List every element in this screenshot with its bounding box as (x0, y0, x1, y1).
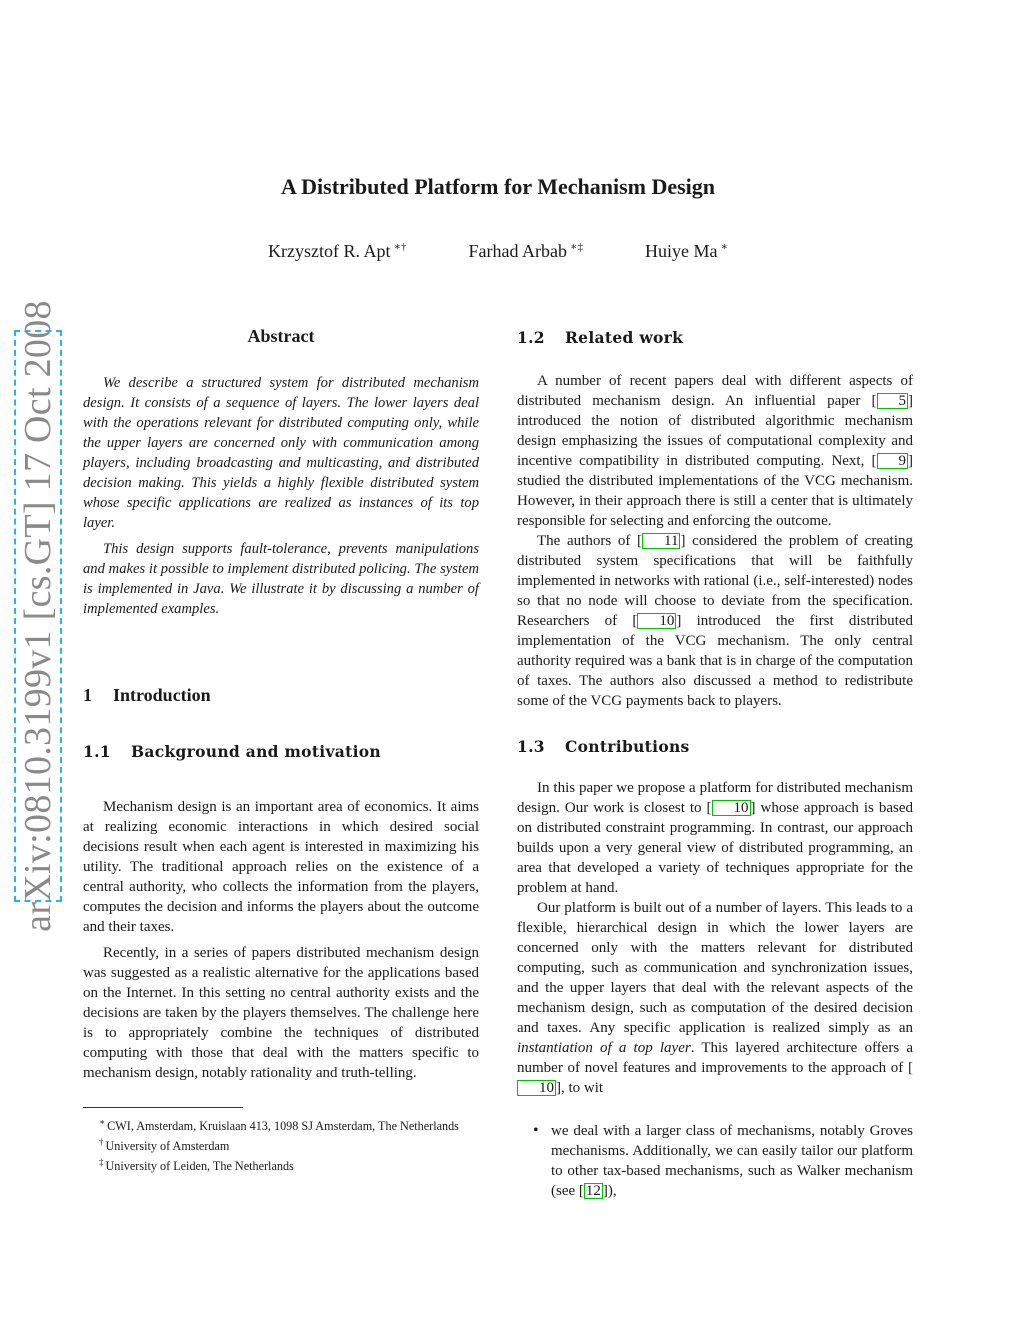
subsection-heading-contributions: 1.3 Contributions (517, 737, 690, 756)
citation-link[interactable]: 9 (877, 453, 909, 469)
citation-link[interactable]: 5 (877, 393, 909, 409)
abstract-paragraph: This design supports fault-tolerance, prevents manipulations and makes it possible to implement distributed policing. The system is implemented in Java. We illustrate it by discussing a number of implemented examples. (83, 541, 479, 617)
related-work-body (517, 371, 913, 711)
author: Farhad Arbab ∗‡ (468, 241, 583, 261)
author-list (0, 240, 996, 262)
body-paragraph: Recently, in a series of papers distributed mechanism design was suggested as a realistic alternative for the applications based on the Internet. In this setting no central authority exists and the decisions are taken by the players themselves. The challenge here is to appropriately combine the techniques of distributed computing with those that deal with the matters specific to mechanism design, notably rationality and truth-telling. (83, 945, 479, 1081)
contributions-body (517, 778, 913, 1098)
author: Huiye Ma ∗ (644, 241, 728, 261)
arxiv-identifier-stamp (14, 300, 62, 932)
citation-link[interactable]: 10 (637, 613, 676, 629)
footnote-divider (83, 1107, 243, 1108)
emphasis: instantiation of a top layer (517, 1040, 691, 1056)
paper-title: A Distributed Platform for Mechanism Design (280, 174, 716, 199)
abstract-body (83, 373, 479, 619)
author: Krzysztof R. Apt ∗† (268, 241, 407, 261)
footnote: ∗ CWI, Amsterdam, Kruislaan 413, 1098 SJ Amsterdam, The Netherlands (99, 1117, 459, 1133)
section-heading-introduction: 1 Introduction (83, 685, 211, 705)
citation-link[interactable]: 10 (712, 800, 751, 816)
author-affiliation-marks: ∗† (393, 241, 407, 253)
right-column (517, 324, 913, 1201)
author-affiliation-marks: ∗‡ (570, 241, 583, 253)
body-paragraph: A number of recent papers deal with different aspects of distributed mechanism design. An influential paper [ 5 ] introduced the notion of distributed algorithmic mechanism design emphasizing the issues of computational complexity and incentive compatibility in distributed computing. Next, [ 9 ] studied the distributed implementations of the VCG mechanism. However, in their approach there is still a center that is ultimately responsible for selecting and enforcing the outcome. (517, 373, 913, 529)
left-column (83, 324, 479, 1174)
subsection-heading-background: 1.1 Background and motivation (83, 742, 381, 761)
list-item: • we deal with a larger class of mechanisms, notably Groves mechanisms. Additionally, we can easily tailor our platform to other tax-based mechanisms, such as Walker mechanism (see [ 12 ]), (517, 1121, 913, 1201)
footnote: ‡ University of Leiden, The Netherlands (99, 1157, 294, 1173)
body-paragraph: Mechanism design is an important area of economics. It aims at realizing economic interactions in which desired social decisions result when each agent is interested in maximizing his utility. The traditional approach relies on the existence of a central authority, who collects the information from the players, computes the decision and informs the players about the outcome and their taxes. (83, 799, 479, 935)
citation-link[interactable]: 12 (585, 1183, 601, 1199)
abstract-heading: Abstract (247, 326, 315, 346)
footnotes (83, 1114, 479, 1174)
author-affiliation-marks: ∗ (720, 241, 728, 253)
subsection-heading-related-work: 1.2 Related work (517, 328, 684, 347)
body-paragraph: Our platform is built out of a number of layers. This leads to a flexible, hierarchical design in which the lower layers are concerned only with the matters relevant for distributed computing, such as communication and synchronization issues, and the upper layers that deal with the relevant aspects of the mechanism design, such as computation of the desired decision and taxes. Any specific application is realized simply as an instantiation of a top layer. This layered architecture offers a number of novel features and improvements to the approach of [10 ], to wit (517, 900, 914, 1096)
abstract-paragraph: We describe a structured system for distributed mechanism design. It consists of a sequence of layers. The lower layers deal with the operations relevant for distributed computing only, while the upper layers are concerned only with communication among players, including broadcasting and multicasting, and distributed decision making. This yields a highly flexible distributed system whose specific applications are realized as instances of its top layer. (83, 375, 479, 531)
contributions-list (517, 1121, 913, 1201)
body-paragraph: The authors of [ 11 ] considered the problem of creating distributed system specifications that will be faithfully implemented in networks with rational (i.e., self-interested) nodes so that no node will choose to deviate from the specification. Researchers of [ 10 ] introduced the first distributed implementation of the VCG mechanism. The only central authority required was a bank that is in charge of the computation of taxes. The authors also discussed a method to redistribute some of the VCG payments back to players. (517, 533, 913, 709)
background-body (83, 797, 479, 1083)
citation-link[interactable]: 11 (642, 533, 680, 549)
body-paragraph: In this paper we propose a platform for distributed mechanism design. Our work is closest to [ 10 ] whose approach is based on distributed constraint programming. In contrast, our approach builds upon a very general view of distributed programming, an area that developed a variety of techniques appropriate for the problem at hand. (517, 780, 913, 896)
footnote: † University of Amsterdam (99, 1137, 230, 1153)
arxiv-identifier-text: arXiv:0810.3199v1 [cs.GT] 17 Oct 2008 (17, 300, 59, 932)
citation-link[interactable]: 10 (517, 1080, 556, 1096)
